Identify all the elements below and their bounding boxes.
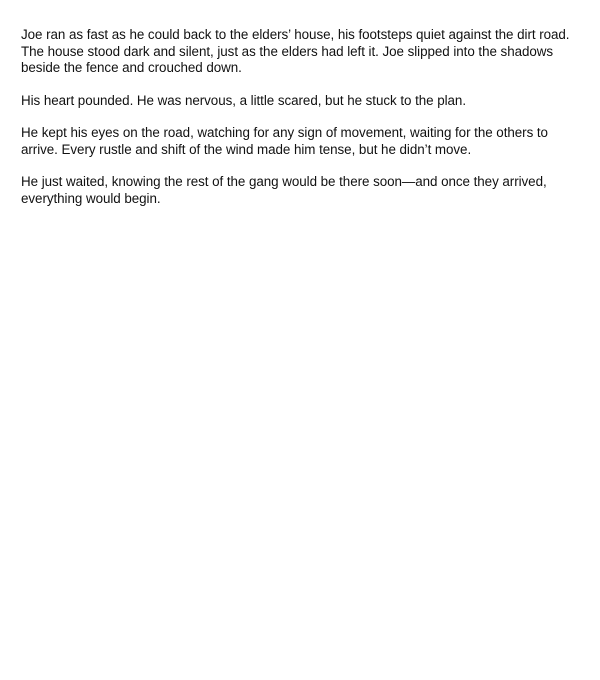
paragraph-2: His heart pounded. He was nervous, a little scared, but he stuck to the plan.: [21, 92, 466, 108]
paragraph-4: He just waited, knowing the rest of the gang would be there soon—and once they arrived, everything would begin.: [21, 174, 547, 206]
paragraph-1: Joe ran as fast as he could back to the elders’ house, his footsteps quiet against the dirt road. The house stood dark and silent, just as the elders had left it. Joe slipped into the shadows beside the fence and crouched down.: [21, 27, 570, 75]
paragraph-3: He kept his eyes on the road, watching for any sign of movement, waiting for the others to arrive. Every rustle and shift of the wind made him tense, but he didn’t move.: [21, 125, 548, 157]
document-body: [21, 27, 586, 223]
